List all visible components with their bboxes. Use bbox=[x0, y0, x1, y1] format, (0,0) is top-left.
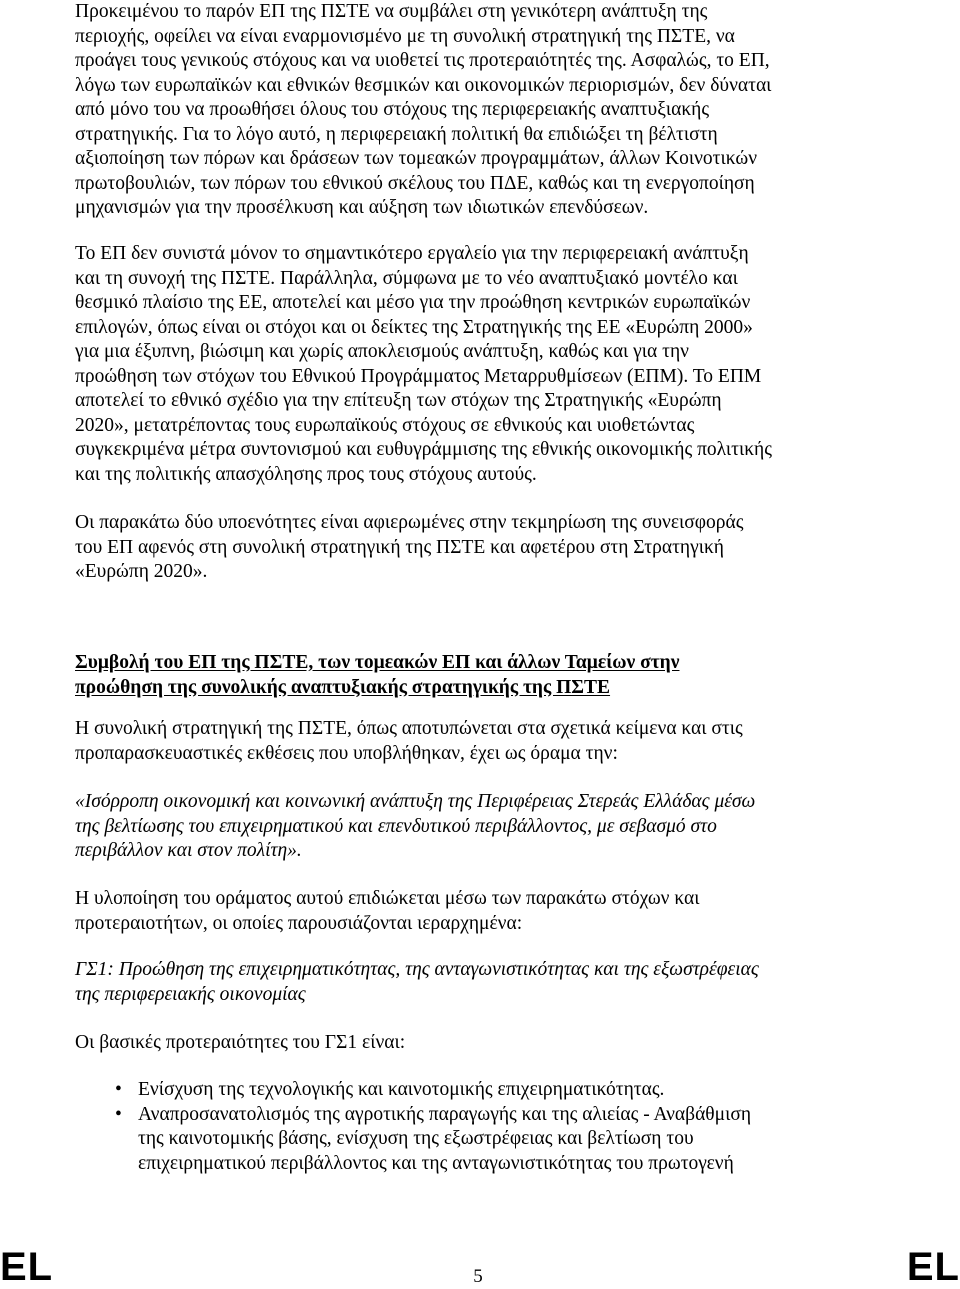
text-line: στρατηγικής. Για το λόγο αυτό, η περιφερειακή πολιτική θα επιδιώξει τη βέλτιστη bbox=[75, 123, 718, 145]
text-line: για μια έξυπνη, βιώσιμη και χωρίς αποκλεισμούς ανάπτυξη, καθώς και για την bbox=[75, 341, 689, 362]
bullet-icon: • bbox=[115, 1103, 122, 1125]
text-line: Το ΕΠ δεν συνιστά μόνον το σημαντικότερο εργαλείο για την περιφερειακή ανάπτυξη bbox=[75, 243, 749, 264]
text-line: περιοχής, οφείλει να είναι εναρμονισμένο με τη συνολική στρατηγική της ΠΣΤΕ, να bbox=[75, 25, 735, 47]
heading-text: προώθηση της συνολικής αναπτυξιακής στρατηγικής της ΠΣΤΕ bbox=[75, 676, 611, 698]
text-line: από μόνο του να προωθήσει όλους του στόχους της περιφερειακής αναπτυξιακής bbox=[75, 99, 710, 120]
text-line: 2020», μετατρέποντας τους ευρωπαϊκούς στόχους σε εθνικούς και υιοθετώντας bbox=[75, 414, 695, 436]
goal-gs1-title bbox=[75, 958, 960, 1007]
text-line: ΓΣ1: Προώθηση της επιχειρηματικότητας, της ανταγωνιστικότητας και της εξωστρέφειας bbox=[75, 959, 759, 980]
language-code-left: EL bbox=[0, 1245, 54, 1289]
heading-text: Συμβολή του ΕΠ της ΠΣΤΕ, των τομεακών ΕΠ και άλλων Ταμείων στην bbox=[75, 652, 680, 673]
text-line: Αναπροσανατολισμός της αγροτικής παραγωγής και της αλιείας - Αναβάθμιση bbox=[138, 1103, 752, 1125]
paragraph-eu-strategy bbox=[75, 242, 960, 487]
heading-line bbox=[75, 651, 960, 676]
text-line: αποτελεί το εθνικό σχέδιο για την επίτευξη των στόχων της Στρατηγικής «Ευρώπη bbox=[75, 390, 722, 411]
text-line: προάγει τους γενικούς στόχους και να υιοθετεί τις προτεραιότητές της. Ασφαλώς, το ΕΠ, bbox=[75, 50, 770, 71]
text-line: αξιοποίηση των πόρων και δράσεων των τομεακών προγραμμάτων, άλλων Κοινοτικών bbox=[75, 148, 758, 169]
text-line: «Ισόρροπη οικονομική και κοινωνική ανάπτυξη της Περιφέρειας Στερεάς Ελλάδας μέσω bbox=[75, 791, 756, 812]
text-line: προπαρασκευαστικές εκθέσεις που υποβλήθηκαν, έχει ως όραμα την: bbox=[75, 742, 618, 764]
text-line: προτεραιοτήτων, οι οποίες παρουσιάζονται ιεραρχημένα: bbox=[75, 912, 523, 934]
gs1-priorities-list bbox=[75, 1078, 960, 1176]
paragraph-gs1-priorities-intro bbox=[75, 1031, 960, 1056]
language-code-right: EL bbox=[906, 1245, 960, 1289]
text-line: περιβάλλον και στον πολίτη». bbox=[75, 840, 302, 861]
vision-quote bbox=[75, 790, 960, 864]
text-line: και της πολιτικής απασχόλησης προς τους στόχους αυτούς. bbox=[75, 463, 537, 485]
text-line: Η υλοποίηση του οράματος αυτού επιδιώκεται μέσω των παρακάτω στόχων και bbox=[75, 888, 700, 909]
text-line: του ΕΠ αφενός στη συνολική στρατηγική της ΠΣΤΕ και αφετέρου στη Στρατηγική bbox=[75, 536, 724, 558]
text-line: Οι παρακάτω δύο υποενότητες είναι αφιερωμένες στην τεκμηρίωση της συνεισφοράς bbox=[75, 512, 744, 533]
bullet-icon: • bbox=[115, 1079, 122, 1100]
text-line: θεσμικό πλαίσιο της ΕΕ, αποτελεί και μέσο για την προώθηση κεντρικών ευρωπαϊκών bbox=[75, 292, 751, 313]
paragraph-strategy-intro bbox=[75, 717, 960, 766]
text-line: της περιφερειακής οικονομίας bbox=[75, 983, 306, 1005]
list-item bbox=[75, 1078, 960, 1103]
text-line: της βελτίωσης του επιχειρηματικού και επενδυτικού περιβάλλοντος, με σεβασμό στο bbox=[75, 815, 717, 837]
text-line: και τη συνοχή της ΠΣΤΕ. Παράλληλα, σύμφωνα με το νέο αναπτυξιακό μοντέλο και bbox=[75, 267, 738, 289]
paragraph-subsections bbox=[75, 511, 960, 585]
text-line: Η συνολική στρατηγική της ΠΣΤΕ, όπως αποτυπώνεται στα σχετικά κείμενα και στις bbox=[75, 718, 743, 739]
text-line: Ενίσχυση της τεχνολογικής και καινοτομικής επιχειρηματικότητας. bbox=[138, 1079, 665, 1100]
section-heading bbox=[75, 651, 960, 700]
text-line: μηχανισμών για την προσέλκυση και αύξηση των ιδιωτικών επενδύσεων. bbox=[75, 197, 649, 218]
text-line: Οι βασικές προτεραιότητες του ΓΣ1 είναι: bbox=[75, 1032, 406, 1053]
text-line: επιλογών, όπως είναι οι στόχοι και οι δείκτες της Στρατηγικής της ΕΕ «Ευρώπη 2000» bbox=[75, 316, 753, 338]
heading-line bbox=[75, 676, 960, 701]
text-line: λόγω των ευρωπαϊκών και εθνικών θεσμικών και οικονομικών περιορισμών, δεν δύναται bbox=[75, 74, 772, 96]
text-line: «Ευρώπη 2020». bbox=[75, 561, 208, 582]
text-line: της καινοτομικής βάσης, ενίσχυση της εξωστρέφειας και βελτίωση του bbox=[138, 1128, 694, 1149]
page-number: 5 bbox=[473, 1266, 483, 1287]
paragraph-intro bbox=[75, 0, 960, 221]
paragraph-goals-intro bbox=[75, 887, 960, 936]
text-line: προώθηση των στόχων του Εθνικού Προγράμματος Μεταρρυθμίσεων (ΕΠΜ). Το ΕΠΜ bbox=[75, 365, 762, 387]
list-item bbox=[75, 1103, 960, 1177]
text-line: επιχειρηματικού περιβάλλοντος και της ανταγωνιστικότητας του πρωτογενή bbox=[138, 1152, 734, 1174]
text-line: συγκεκριμένα μέτρα συντονισμού και ευθυγράμμισης της εθνικής οικονομικής πολιτικής bbox=[75, 439, 772, 460]
text-line: Προκειμένου το παρόν ΕΠ της ΠΣΤΕ να συμβάλει στη γενικότερη ανάπτυξη της bbox=[75, 1, 708, 22]
text-line: πρωτοβουλιών, των πόρων του εθνικού σκέλους του ΠΔΕ, καθώς και τη ενεργοποίηση bbox=[75, 172, 755, 194]
